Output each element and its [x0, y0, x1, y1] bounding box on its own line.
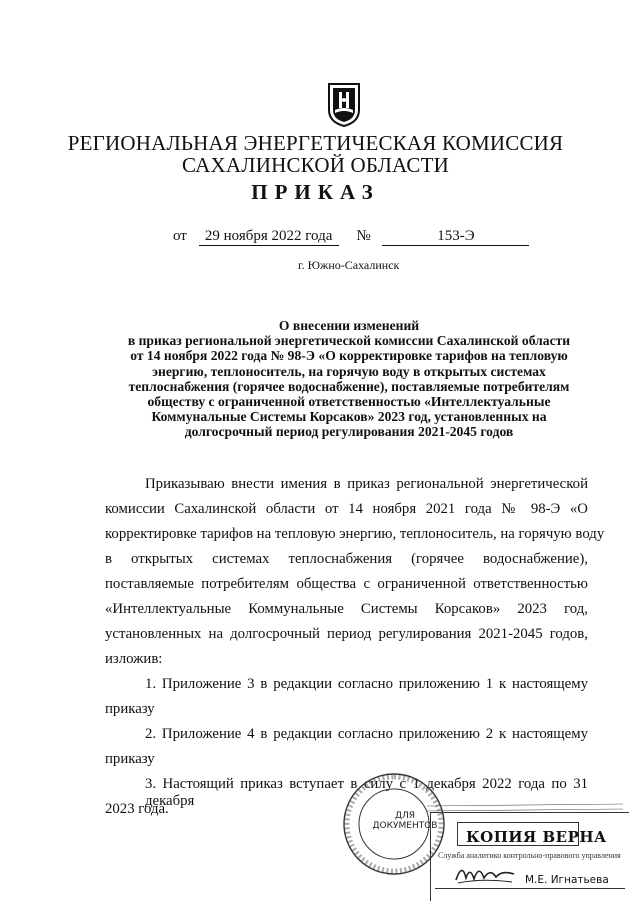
seal-text-line: ДОКУМЕНТОВ [372, 821, 438, 831]
seal-text-line: ДЛЯ [394, 811, 416, 821]
organization-name-line1: РЕГИОНАЛЬНАЯ ЭНЕРГЕТИЧЕСКАЯ КОМИССИЯ [67, 131, 564, 155]
organization-name-line2: САХАЛИНСКОЙ ОБЛАСТИ [182, 153, 449, 177]
stamp-service-text: Служба аналитико контрольно-правового управления [438, 851, 621, 860]
title-line: обществу с ограниченной ответственностью «Интеллектуальные [147, 394, 551, 410]
document-number: 153-Э [382, 228, 529, 246]
title-line: Коммунальные Системы Корсаков» 2023 год, установленных на [151, 409, 547, 425]
document-type-heading: ПРИКАЗ [251, 180, 380, 204]
body-line: Приказываю внести имения в приказ региональной энергетической [145, 476, 588, 492]
body-line: приказу [105, 751, 155, 767]
signer-name: М.Е. Игнатьева [525, 874, 609, 886]
title-line: теплоснабжения (горячее водоснабжение), поставляемые потребителям [128, 378, 570, 394]
city-line: г. Южно-Сахалинск [298, 258, 400, 272]
title-line: в приказ региональной энергетической комиссии Сахалинской области [127, 333, 571, 349]
body-line: «Интеллектуальные Коммунальные Системы Корсаков» 2023 год, [105, 601, 588, 617]
title-line: О внесении изменений [278, 318, 420, 333]
body-line: 2023 года. [105, 801, 169, 817]
certified-copy-label: КОПИЯ ВЕРНА [466, 828, 607, 846]
date-number-line [173, 228, 529, 246]
from-label: от [173, 228, 187, 244]
document-title [100, 318, 598, 440]
title-line: энергию, теплоноситель, на горячую воду в открытых системах [152, 363, 546, 379]
body-line: корректировке тарифов на тепловую энергию, теплоноситель, на горячую воду [105, 526, 605, 542]
body-line: в открытых системах теплоснабжения (горячее водоснабжение), [105, 551, 588, 567]
list-item: 1. Приложение 3 в редакции согласно приложению 1 к настоящему [145, 676, 588, 692]
body-line: изложив: [105, 651, 163, 667]
body-line: комиссии Сахалинской области от 14 ноября 2021 года № 98-Э «О [105, 501, 588, 517]
title-line: от 14 ноября 2022 года № 98-Э «О корректировке тарифов на тепловую [130, 348, 568, 364]
list-item: 3. Настоящий приказ вступает в силу с 1 декабря 2022 года по 31 декабря [145, 776, 588, 809]
title-line: долгосрочный период регулирования 2021-2045 годов [184, 424, 514, 440]
list-item: 2. Приложение 4 в редакции согласно приложению 2 к настоящему [145, 726, 588, 742]
signature-line [435, 888, 625, 889]
body-line: поставляемые потребителям общества с ограниченной ответственностью [105, 576, 588, 592]
body-line: установленных на долгосрочный период регулирования 2021-2045 годов, [105, 626, 588, 642]
number-label: № [356, 228, 371, 244]
document-date: 29 ноября 2022 года [199, 228, 339, 246]
handwritten-signature [452, 858, 518, 888]
coat-of-arms-emblem [326, 80, 362, 128]
body-line: приказу [105, 701, 155, 717]
